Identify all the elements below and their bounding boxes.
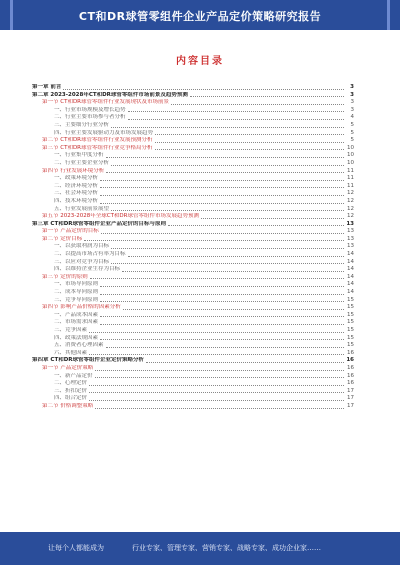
- toc-leader-dots: [123, 304, 344, 310]
- toc-entry[interactable]: [32, 350, 354, 358]
- toc-entry-text: 第五节 2023-2028年全球CT和DR球管零组件市场发展趋势预测: [42, 213, 199, 220]
- toc-page-number: 17: [347, 387, 354, 394]
- toc-entry[interactable]: [32, 122, 354, 130]
- toc-entry-text: 第三章 CT和DR球管零组件企业产品定价的目标与原则: [32, 220, 167, 227]
- toc-page-number: 15: [347, 311, 354, 318]
- toc-page-number: 13: [347, 235, 354, 242]
- toc-page-number: 12: [347, 190, 354, 197]
- toc-entry-text: 六、其他因素: [54, 349, 88, 356]
- toc-leader-dots: [106, 342, 344, 348]
- toc-page-number: 15: [347, 327, 354, 333]
- toc-page-number: 5: [350, 137, 354, 144]
- toc-leader-dots: [100, 289, 344, 295]
- toc-entry-text: 一、行业集中度分析: [54, 152, 104, 159]
- toc-entry-text: 一、产品成本因素: [54, 311, 99, 318]
- toc-entry-text: 二、心理定价: [54, 380, 88, 387]
- toc-leader-dots: [100, 190, 344, 196]
- toc-entry-text: 第四章 CT和DR球管零组件企业定价策略分析: [32, 357, 145, 364]
- toc-entry-text: 一、新产品定价: [54, 372, 93, 379]
- toc-entry[interactable]: [32, 342, 354, 350]
- toc-entry-text: 第二节 价格调整策略: [42, 402, 94, 409]
- toc-leader-dots: [95, 403, 344, 409]
- toc-entry[interactable]: [32, 107, 354, 115]
- toc-entry-text: 第一节 产品定价策略: [42, 364, 94, 371]
- table-of-contents: [32, 84, 354, 411]
- toc-page-number: 17: [347, 395, 354, 402]
- toc-entry-text: 三、折扣定价: [54, 387, 88, 394]
- toc-entry-text: 第一节 产品定价的目标: [42, 228, 99, 235]
- toc-page-number: 5: [350, 129, 354, 136]
- toc-entry[interactable]: [32, 183, 354, 191]
- toc-entry-text: 四、组合定价: [54, 395, 88, 402]
- toc-entry-text: 第三节 CT和DR球管零组件行业竞争格局分析: [42, 144, 153, 151]
- toc-entry-text: 三、竞争因素: [54, 327, 88, 333]
- toc-entry[interactable]: [32, 380, 354, 388]
- toc-leader-dots: [100, 335, 344, 341]
- toc-leader-dots: [100, 175, 344, 181]
- toc-leader-dots: [122, 266, 344, 272]
- toc-page-number: 13: [347, 243, 354, 250]
- toc-page-number: 17: [347, 402, 354, 409]
- toc-entry-text: 五、消费者心理因素: [54, 342, 104, 349]
- toc-entry[interactable]: [32, 130, 354, 138]
- toc-leader-dots: [100, 183, 344, 189]
- toc-entry[interactable]: [32, 236, 354, 244]
- toc-entry-text: 五、行业发展前景展望: [54, 205, 110, 212]
- footer-tagline: 行业专家、管理专家、营销专家、战略专家、成功企业家……: [132, 544, 321, 552]
- toc-leader-dots: [100, 198, 344, 204]
- toc-leader-dots: [100, 281, 344, 287]
- toc-leader-dots: [95, 365, 344, 371]
- toc-entry-text: 四、行业主要发展驱动力及市场发展趋势: [54, 129, 154, 136]
- toc-page-number: 4: [350, 114, 354, 121]
- toc-entry-text: 第二节 定价目标: [42, 235, 83, 242]
- toc-page-number: 11: [347, 167, 354, 174]
- toc-page-number: 3: [350, 106, 354, 113]
- toc-entry-text: 第二节 CT和DR球管零组件行业发展预测分析: [42, 137, 153, 144]
- toc-page-number: 14: [347, 273, 354, 280]
- toc-leader-dots: [106, 152, 344, 158]
- toc-leader-dots: [101, 228, 344, 234]
- toc-entry-text: 第四节 行业发展环境分析: [42, 167, 105, 174]
- report-header-band: [0, 0, 400, 30]
- report-title: CT和DR球管零组件企业产品定价策略研究报告: [78, 10, 322, 23]
- toc-leader-dots: [89, 327, 344, 333]
- toc-entry[interactable]: [32, 365, 354, 373]
- toc-entry-text: 四、以维持企业生存为目标: [54, 266, 121, 273]
- toc-leader-dots: [100, 319, 344, 325]
- toc-leader-dots: [111, 259, 344, 265]
- toc-entry-text: 第一章 前言: [32, 84, 62, 90]
- toc-page-number: 12: [347, 205, 354, 212]
- toc-entry-text: 三、以应对竞争为目标: [54, 258, 110, 265]
- toc-entry[interactable]: [32, 175, 354, 183]
- toc-entry[interactable]: [32, 327, 354, 335]
- toc-page-number: 13: [347, 228, 354, 235]
- toc-page-number: 12: [347, 213, 354, 220]
- toc-page-number: 16: [347, 349, 354, 356]
- footer-slogan: 让每个人都能成为: [48, 544, 104, 552]
- toc-entry-text: 二、行业主要企业分析: [54, 159, 110, 166]
- toc-entry[interactable]: [32, 152, 354, 160]
- toc-entry[interactable]: [32, 114, 354, 122]
- toc-leader-dots: [171, 99, 344, 105]
- toc-leader-dots: [90, 274, 344, 280]
- toc-page-number: 3: [350, 84, 354, 90]
- footer-band: [0, 532, 400, 565]
- toc-page-number: 11: [347, 182, 354, 189]
- toc-page-number: 16: [347, 364, 354, 371]
- toc-leader-dots: [111, 206, 344, 212]
- toc-page-number: 13: [346, 220, 354, 227]
- toc-leader-dots: [168, 221, 344, 227]
- toc-leader-dots: [95, 373, 344, 379]
- toc-page-number: 3: [350, 91, 354, 98]
- toc-entry-text: 二、以提高市场占有率为目标: [54, 251, 126, 258]
- toc-entry[interactable]: [32, 243, 354, 251]
- toc-entry-text: 一、以获取利润为目标: [54, 243, 110, 250]
- toc-page-number: 3: [350, 99, 354, 106]
- toc-leader-dots: [111, 122, 344, 128]
- toc-entry[interactable]: [32, 357, 354, 365]
- toc-leader-dots: [201, 213, 344, 219]
- toc-leader-dots: [128, 107, 344, 113]
- toc-page-number: 15: [347, 319, 354, 326]
- toc-leader-dots: [89, 380, 344, 386]
- toc-entry[interactable]: [32, 84, 354, 92]
- toc-leader-dots: [190, 92, 344, 98]
- toc-entry[interactable]: [32, 319, 354, 327]
- toc-entry[interactable]: [32, 297, 354, 305]
- header-decoration-right: [387, 0, 400, 30]
- toc-entry-text: 第三节 定价的原则: [42, 273, 88, 280]
- toc-leader-dots: [89, 350, 344, 356]
- toc-entry-text: 三、主要细分行业分析: [54, 121, 110, 128]
- toc-leader-dots: [63, 84, 344, 90]
- toc-page-number: 15: [347, 304, 354, 311]
- toc-entry-text: 三、社会环境分析: [54, 190, 99, 197]
- toc-leader-dots: [128, 114, 344, 120]
- toc-heading: 内容目录: [176, 56, 224, 67]
- toc-leader-dots: [100, 312, 344, 318]
- toc-leader-dots: [84, 236, 344, 242]
- toc-leader-dots: [111, 160, 344, 166]
- toc-entry-text: 四、政策法规因素: [54, 334, 99, 341]
- toc-page-number: 10: [347, 152, 354, 159]
- toc-entry-text: 一、行业市场规模及增长趋势: [54, 106, 126, 113]
- toc-page-number: 14: [347, 266, 354, 273]
- toc-leader-dots: [155, 137, 344, 143]
- toc-page-number: 16: [346, 357, 354, 364]
- toc-entry[interactable]: [32, 228, 354, 236]
- toc-entry[interactable]: [32, 145, 354, 153]
- toc-entry[interactable]: [32, 274, 354, 282]
- toc-page-number: 15: [347, 296, 354, 303]
- toc-entry[interactable]: [32, 251, 354, 259]
- toc-page-number: 14: [347, 258, 354, 265]
- toc-page-number: 14: [347, 289, 354, 296]
- toc-entry[interactable]: [32, 335, 354, 343]
- toc-entry[interactable]: [32, 221, 354, 229]
- toc-entry[interactable]: [32, 304, 354, 312]
- toc-page-number: 14: [347, 251, 354, 258]
- toc-page-number: 15: [347, 334, 354, 341]
- toc-entry[interactable]: [32, 266, 354, 274]
- toc-entry[interactable]: [32, 281, 354, 289]
- toc-leader-dots: [106, 168, 344, 174]
- toc-entry[interactable]: [32, 213, 354, 221]
- toc-leader-dots: [100, 297, 344, 303]
- toc-leader-dots: [128, 251, 344, 257]
- toc-leader-dots: [155, 130, 344, 136]
- toc-entry-text: 第二章 2023-2028年CT和DR球管零组件市场前景及趋势预测: [32, 91, 188, 98]
- toc-page-number: 15: [347, 342, 354, 349]
- toc-entry-text: 第一节 CT和DR球管零组件行业发展现状及市场前景: [42, 99, 170, 106]
- toc-entry[interactable]: [32, 388, 354, 396]
- toc-entry[interactable]: [32, 137, 354, 145]
- toc-entry-text: 二、市场需求因素: [54, 319, 99, 326]
- toc-entry-text: 一、市场导向原则: [54, 281, 99, 288]
- toc-entry-text: 二、行业主要市场参与者分析: [54, 114, 126, 121]
- toc-entry[interactable]: [32, 312, 354, 320]
- toc-entry-text: 第四节 影响产品价格的因素分析: [42, 304, 121, 311]
- toc-entry-text: 二、经济环境分析: [54, 182, 99, 189]
- toc-entry[interactable]: [32, 395, 354, 403]
- toc-entry[interactable]: [32, 190, 354, 198]
- toc-page-number: 11: [347, 175, 354, 182]
- toc-page-number: 14: [347, 281, 354, 288]
- toc-entry[interactable]: [32, 373, 354, 381]
- toc-entry[interactable]: [32, 403, 354, 411]
- toc-leader-dots: [89, 395, 344, 401]
- toc-entry[interactable]: [32, 168, 354, 176]
- toc-leader-dots: [89, 388, 344, 394]
- toc-page-number: 10: [347, 159, 354, 166]
- toc-page-number: 5: [350, 121, 354, 128]
- toc-page-number: 12: [347, 197, 354, 204]
- toc-leader-dots: [146, 357, 344, 363]
- toc-entry-text: 三、竞争导向原则: [54, 296, 99, 303]
- toc-entry[interactable]: [32, 206, 354, 214]
- toc-entry[interactable]: [32, 92, 354, 100]
- toc-leader-dots: [155, 145, 344, 151]
- toc-entry[interactable]: [32, 289, 354, 297]
- toc-page-number: 16: [347, 372, 354, 379]
- toc-entry[interactable]: [32, 99, 354, 107]
- toc-leader-dots: [111, 243, 344, 249]
- toc-page-number: 16: [347, 380, 354, 387]
- toc-entry-text: 四、技术环境分析: [54, 197, 99, 204]
- toc-entry-text: 一、政策环境分析: [54, 175, 99, 182]
- toc-page-number: 10: [347, 144, 354, 151]
- toc-entry[interactable]: [32, 198, 354, 206]
- toc-entry-text: 二、成本导向原则: [54, 289, 99, 296]
- toc-entry[interactable]: [32, 259, 354, 267]
- toc-entry[interactable]: [32, 160, 354, 168]
